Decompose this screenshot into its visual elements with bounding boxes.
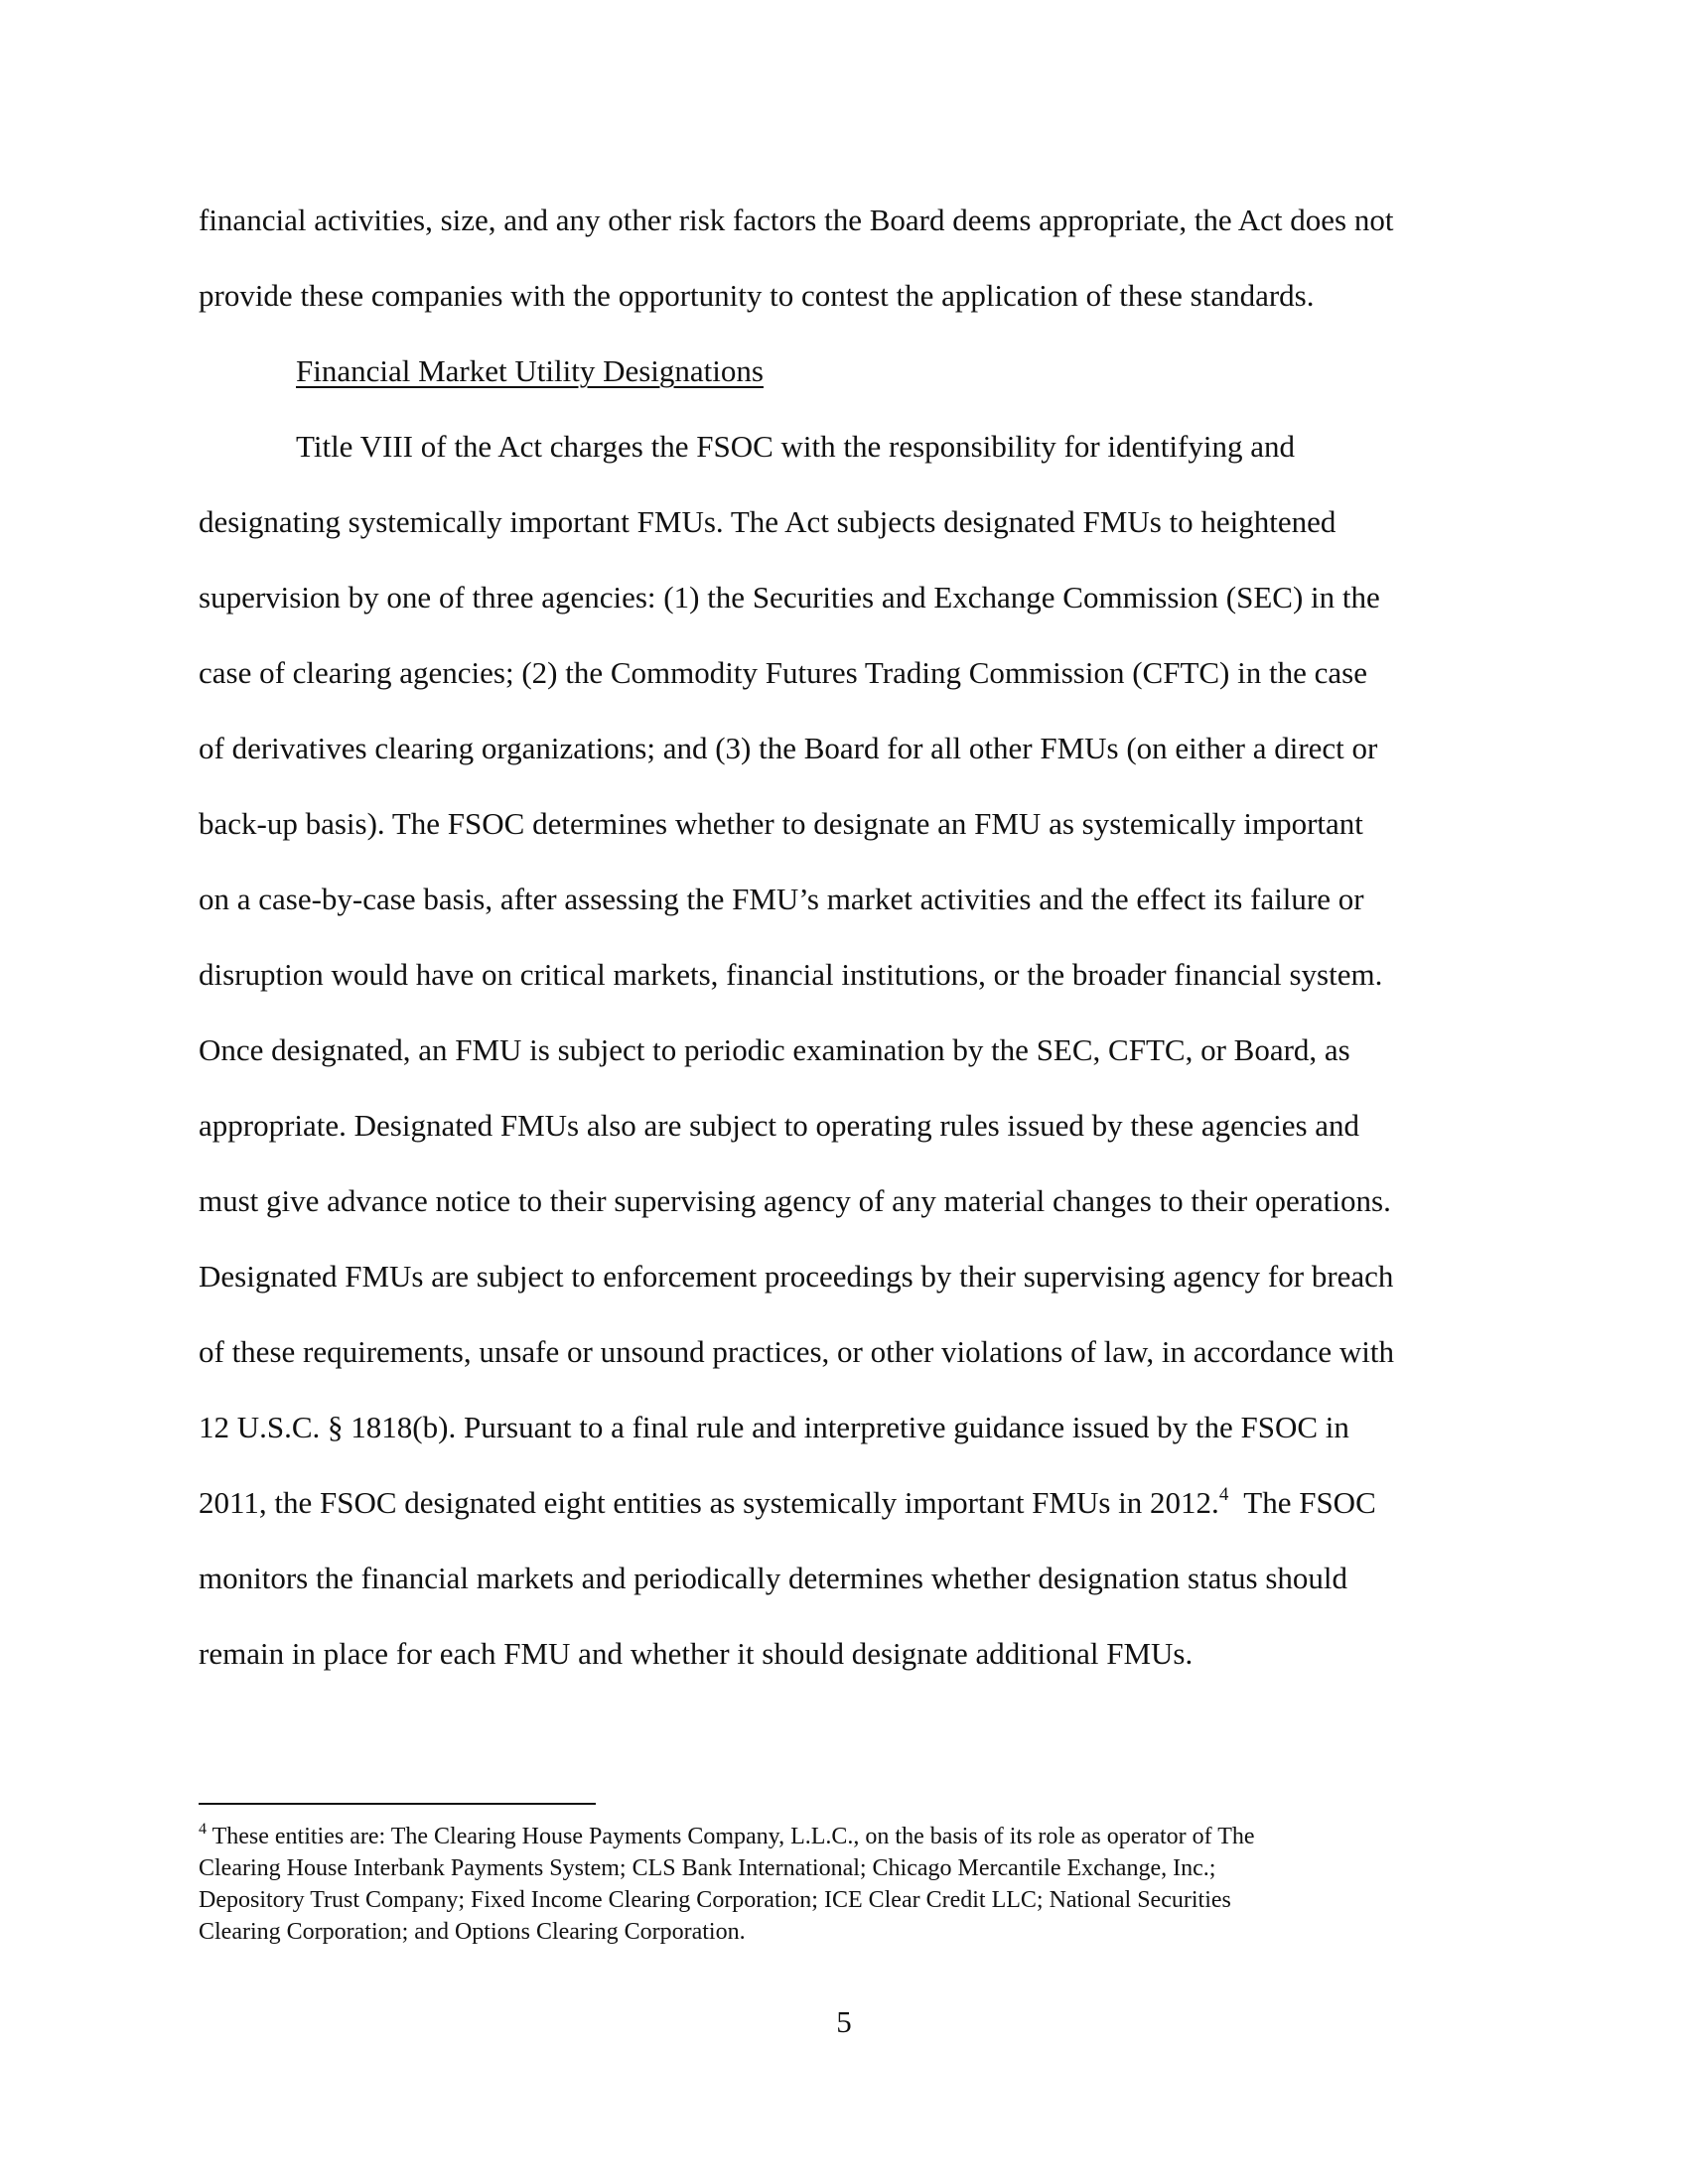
paragraph-line: remain in place for each FMU and whether it should designate additional FMUs. [199,1636,1194,1671]
footnote-line: Clearing Corporation; and Options Clearing Corporation. [199,1919,746,1945]
paragraph-line: Once designated, an FMU is subject to periodic examination by the SEC, CFTC, or Board, as [199,1032,1350,1067]
paragraph-line: designating systemically important FMUs. The Act subjects designated FMUs to heightened [199,504,1336,539]
paragraph-line: case of clearing agencies; (2) the Commodity Futures Trading Commission (CFTC) in the case [199,655,1367,690]
paragraph-line: Designated FMUs are subject to enforcement proceedings by their supervising agency for breach [199,1259,1394,1294]
body-line: provide these companies with the opportunity to contest the application of these standards. [199,278,1315,313]
footnote-line: Clearing House Interbank Payments System; CLS Bank International; Chicago Mercantile Exchange, Inc.; [199,1855,1216,1881]
footnote-marker: 4 [199,1821,207,1838]
paragraph-line: monitors the financial markets and periodically determines whether designation status should [199,1561,1348,1595]
section-heading: Financial Market Utility Designations [296,353,764,388]
body-line: financial activities, size, and any other risk factors the Board deems appropriate, the Act does not [199,203,1394,237]
page-number: 5 [836,2004,852,2039]
footnote-reference[interactable]: 4 [1218,1484,1229,1505]
paragraph-line: of these requirements, unsafe or unsound practices, or other violations of law, in accordance with [199,1334,1395,1369]
paragraph-line-text: 2011, the FSOC designated eight entities as systemically important FMUs in 2012. [199,1485,1219,1520]
paragraph-line-text: The FSOC [1228,1485,1376,1520]
paragraph-line [199,1483,1376,1523]
footnote-line: Depository Trust Company; Fixed Income Clearing Corporation; ICE Clear Credit LLC; National Securities [199,1887,1231,1913]
paragraph-line: appropriate. Designated FMUs also are subject to operating rules issued by these agencies and [199,1108,1360,1143]
paragraph-line: disruption would have on critical markets, financial institutions, or the broader financial system. [199,957,1383,992]
paragraph-line: 12 U.S.C. § 1818(b). Pursuant to a final rule and interpretive guidance issued by the FSOC in [199,1410,1349,1444]
paragraph-line: back-up basis). The FSOC determines whether to designate an FMU as systemically important [199,806,1363,841]
footnote-line [199,1821,1489,1852]
paragraph-line: of derivatives clearing organizations; and (3) the Board for all other FMUs (on either a direct or [199,731,1378,765]
paragraph-line: Title VIII of the Act charges the FSOC with the responsibility for identifying and [296,429,1295,464]
paragraph-line: must give advance notice to their supervising agency of any material changes to their operations. [199,1183,1391,1218]
footnote-text: These entities are: The Clearing House Payments Company, L.L.C., on the basis of its role as operator of The [207,1824,1255,1849]
footnote-divider [199,1803,596,1805]
paragraph-line: on a case-by-case basis, after assessing the FMU’s market activities and the effect its failure or [199,882,1364,916]
paragraph-line: supervision by one of three agencies: (1) the Securities and Exchange Commission (SEC) in the [199,580,1380,614]
